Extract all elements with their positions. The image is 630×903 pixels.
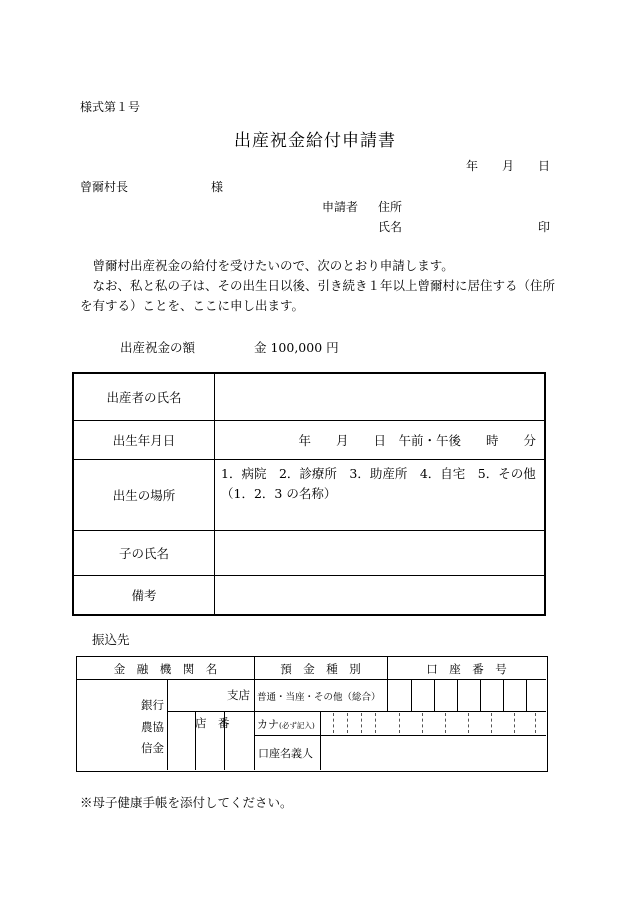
account-number-header: 口 座 番 号 (426, 662, 507, 676)
divider (333, 713, 334, 733)
divider (445, 713, 446, 733)
divider (254, 711, 546, 712)
store-number-label: 店 番 (195, 716, 230, 730)
date-month: 月 (502, 159, 515, 173)
date-line (466, 157, 550, 174)
page-title: 出産祝金給付申請書 (234, 131, 396, 151)
divider (434, 679, 435, 711)
body-paragraph-1: 曾爾村出産祝金の給付を受けたいので、次のとおり申請します。 (92, 258, 454, 273)
seal-label: 印 (538, 220, 551, 234)
birth-datetime-label: 出生年月日 (73, 421, 215, 460)
table-row (73, 421, 545, 460)
transfer-label: 振込先 (92, 632, 130, 647)
addressee: 曾爾村長 (80, 180, 129, 194)
divider (491, 713, 492, 733)
account-holder-label: 口座名義人 (258, 747, 313, 760)
amount-value: 金 100,000 円 (254, 340, 339, 355)
table-row (73, 576, 545, 616)
child-name-field[interactable] (215, 531, 546, 576)
date-year: 年 (466, 159, 479, 173)
remarks-field[interactable] (215, 576, 546, 616)
divider (387, 679, 388, 711)
divider (347, 713, 348, 733)
account-type-options[interactable]: 普通・当座・その他（総合） (257, 692, 381, 703)
divider (526, 679, 527, 711)
divider (254, 735, 546, 736)
divider (503, 679, 504, 711)
birth-place-label: 出生の場所 (73, 460, 215, 531)
child-name-label: 子の氏名 (73, 531, 215, 576)
address-label: 住所 (378, 200, 403, 214)
kana-note: (必ず記入) (279, 721, 315, 730)
date-day: 日 (538, 159, 551, 173)
divider (167, 679, 168, 770)
birth-place-options: 1．病院 2．診療所 3．助産所 4．自宅 5．その他 (221, 466, 536, 481)
body-paragraph-2: なお、私と私の子は、その出生日以後、引き続き１年以上曾爾村に居住する（住所を有する）ことを、ここに申し出ます。 (80, 278, 556, 313)
divider (480, 679, 481, 711)
divider (77, 679, 546, 680)
kana-label-text: カナ (257, 718, 279, 731)
bank-type-agri-coop: 農協 (141, 720, 164, 734)
table-row (73, 460, 545, 531)
body-text (80, 256, 560, 316)
bank-table (76, 656, 548, 772)
divider (514, 713, 515, 733)
divider (468, 713, 469, 733)
divider (411, 679, 412, 711)
divider (320, 711, 321, 770)
applicant-label: 申請者 (322, 200, 359, 214)
bank-type-bank: 銀行 (141, 698, 164, 712)
kana-label (257, 716, 315, 732)
table-row (73, 373, 545, 421)
remarks-label: 備考 (73, 576, 215, 616)
footnote: ※母子健康手帳を添付してください。 (80, 795, 293, 810)
divider (375, 713, 376, 733)
divider (535, 713, 536, 733)
branch-label: 支店 (227, 688, 250, 702)
divider (457, 679, 458, 711)
divider (422, 713, 423, 733)
honorific: 様 (211, 180, 224, 194)
application-table (72, 372, 546, 616)
mother-name-field[interactable] (215, 373, 546, 421)
institution-header: 金 融 機 関 名 (113, 662, 218, 676)
divider (399, 713, 400, 733)
birth-place-note: （1．2．3 の名称） (221, 486, 337, 501)
form-number: 様式第１号 (80, 100, 141, 114)
amount-label: 出産祝金の額 (120, 340, 196, 355)
deposit-type-header: 預 金 種 別 (280, 662, 361, 676)
table-row (73, 531, 545, 576)
mother-name-label: 出産者の氏名 (73, 373, 215, 421)
birth-place-field[interactable] (215, 460, 546, 531)
divider (361, 713, 362, 733)
name-label: 氏名 (378, 220, 403, 234)
birth-datetime-field[interactable]: 年 月 日 午前・午後 時 分 (215, 421, 546, 460)
bank-type-shinkin: 信金 (141, 741, 164, 755)
